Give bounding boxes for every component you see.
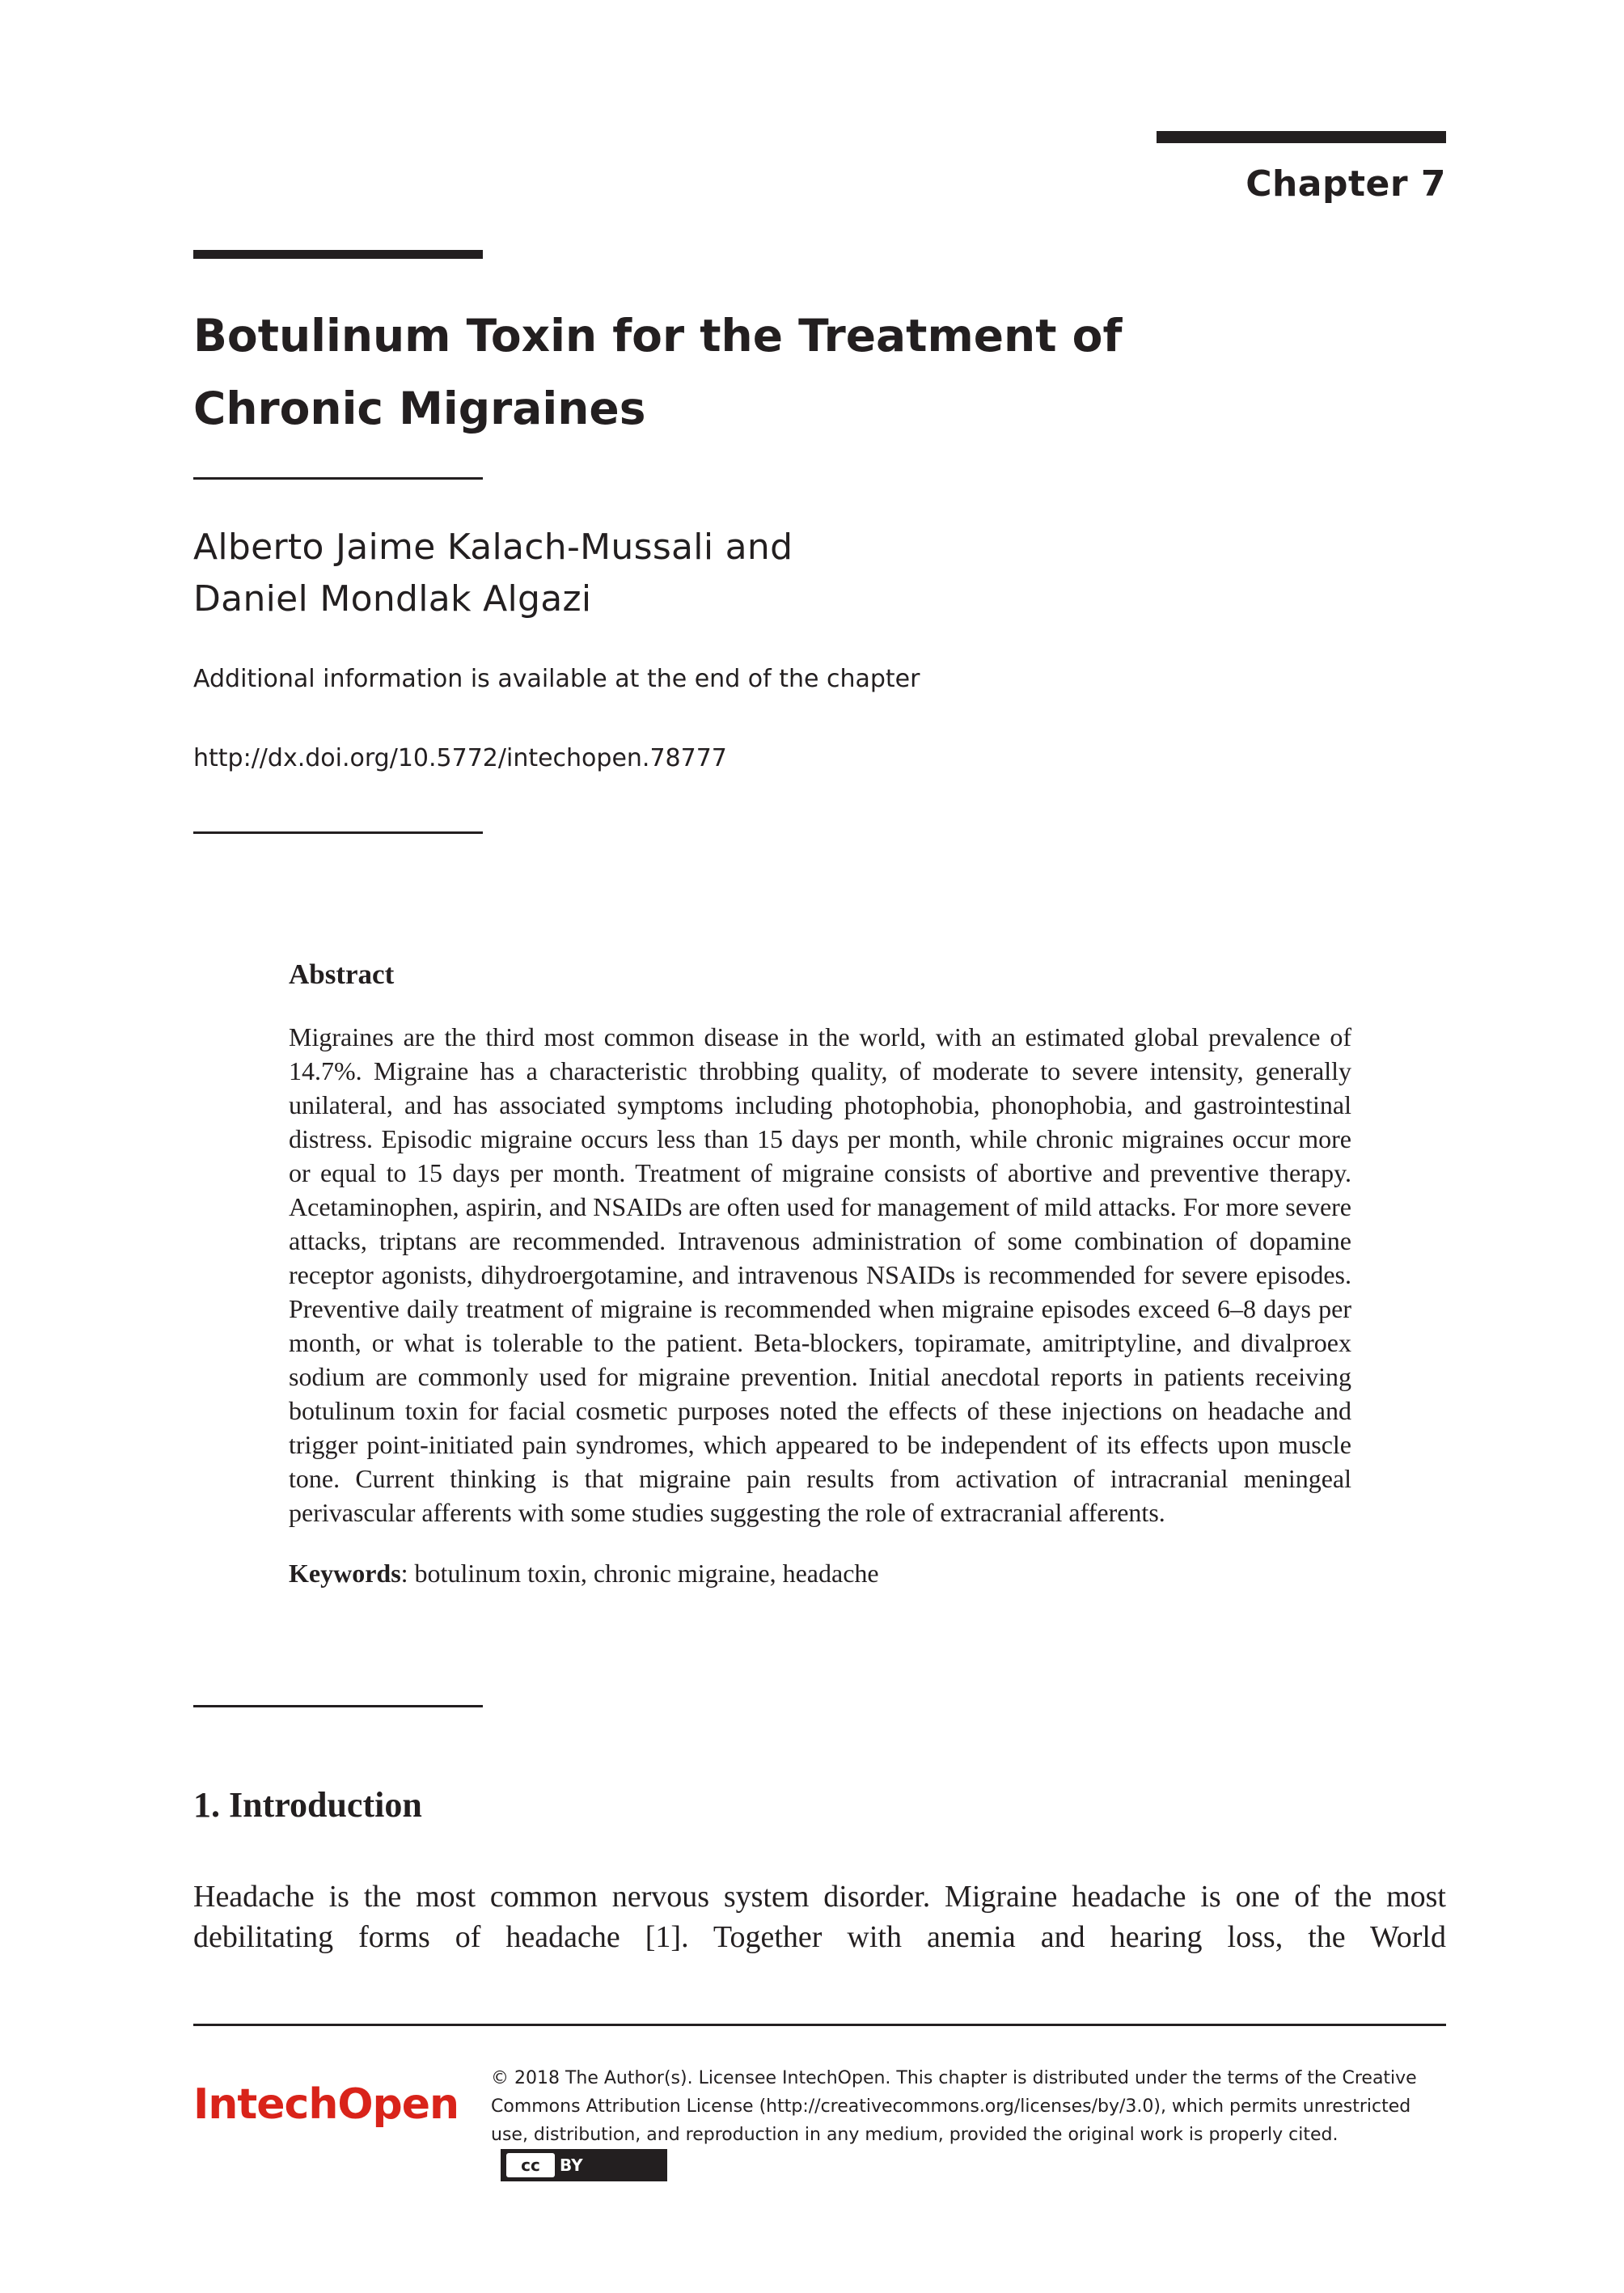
author-line-1: Alberto Jaime Kalach-Mussali and <box>193 527 793 568</box>
keywords-list: : botulinum toxin, chronic migraine, headache <box>400 1559 879 1588</box>
additional-info: Additional information is available at the end of the chapter <box>193 665 920 693</box>
abstract-text: Migraines are the third most common disease in the world, with an estimated global prevalence of 14.7%. Migraine has a characteristic throbbing quality, of moderate to severe intensity, generally unilateral, and has associated symptoms including photophobia, phonophobia, and gastrointestinal distress. Episodic migraine occurs less than 15 days per month, while chronic migraines occur more or equal to 15 days per month. Treatment of migraine consists of abortive and preventive therapy. Acetaminophen, aspirin, and NSAIDs are often used for management of mild attacks. For more severe attacks, triptans are recommended. Intravenous administration of some combination of dopamine receptor agonists, dihydroergotamine, and intravenous NSAIDs is recommended for severe episodes. Preventive daily treatment of migraine is recommended when migraine episodes exceed 6–8 days per month, or what is tolerable to the patient. Beta-blockers, topiramate, amitriptyline, and divalproex sodium are commonly used for migraine prevention. Initial anecdotal reports in patients receiving botulinum toxin for facial cosmetic purposes noted the effects of these injections on headache and trigger point-initiated pain syndromes, which appeared to be independent of its effects upon muscle tone. Current thinking is that migraine pain results from activation of intracranial meningeal perivascular afferents with some studies suggesting the role of extracranial afferents. <box>289 1022 1351 1527</box>
license-text <box>491 2064 1449 2181</box>
section-heading: 1. Introduction <box>193 1785 422 1825</box>
title-rule <box>193 250 483 259</box>
chapter-title: Botulinum Toxin for the Treatment of Chronic Migraines <box>193 310 1123 434</box>
chapter-label: Chapter 7 <box>1245 163 1446 205</box>
cc-label: cc <box>506 2153 555 2177</box>
introduction-text: Headache is the most common nervous system disorder. Migraine headache is one of the most debilitating forms of headache [1]. Together with anemia and hearing loss, the World <box>193 1880 1446 1954</box>
publisher-logo: IntechOpen <box>193 2080 459 2129</box>
author-line-2: Daniel Mondlak Algazi <box>193 578 592 620</box>
divider-before-abstract <box>193 831 483 834</box>
divider-after-title <box>193 477 483 480</box>
divider-after-abstract <box>193 1705 483 1707</box>
chapter-rule <box>1157 131 1446 143</box>
by-label: BY <box>560 2156 583 2175</box>
cc-by-badge-icon <box>501 2149 667 2181</box>
keywords-label: Keywords <box>289 1559 401 1588</box>
doi-link[interactable]: http://dx.doi.org/10.5772/intechopen.78777 <box>193 744 727 772</box>
keywords <box>289 1559 1351 1589</box>
abstract-section <box>289 958 1351 1589</box>
abstract-heading: Abstract <box>289 958 395 990</box>
license-statement: © 2018 The Author(s). Licensee IntechOpen. This chapter is distributed under the terms of the Creative Commons Attribution License (http://creativecommons.org/licenses/by/3.0), which permits unrestricted use, distribution, and reproduction in any medium, provided the original work is properly cited. <box>491 2068 1417 2145</box>
footer-rule <box>193 2024 1446 2026</box>
authors <box>193 522 793 625</box>
